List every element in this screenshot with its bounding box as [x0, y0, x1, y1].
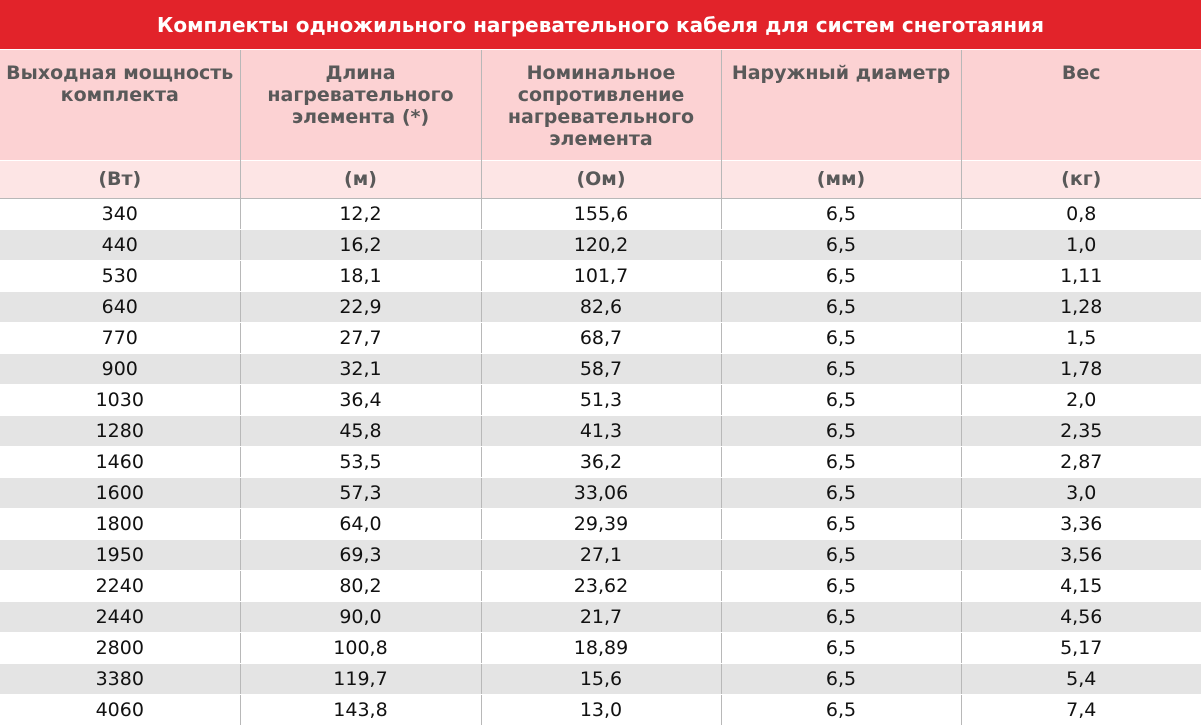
unit-length: (м)	[240, 160, 481, 198]
unit-power: (Вт)	[0, 160, 240, 198]
cell-length: 143,8	[240, 694, 481, 725]
cell-resistance: 23,62	[481, 570, 721, 601]
cell-diameter: 6,5	[721, 570, 961, 601]
column-header-weight: Вес	[961, 50, 1201, 160]
cell-resistance: 27,1	[481, 539, 721, 570]
cell-power: 1460	[0, 446, 240, 477]
column-header-row	[0, 50, 1201, 160]
cell-resistance: 51,3	[481, 384, 721, 415]
table-row	[0, 415, 1201, 446]
cell-length: 32,1	[240, 353, 481, 384]
cell-length: 53,5	[240, 446, 481, 477]
cell-resistance: 36,2	[481, 446, 721, 477]
table-row	[0, 322, 1201, 353]
cell-weight: 0,8	[961, 198, 1201, 229]
cell-resistance: 18,89	[481, 632, 721, 663]
cell-power: 900	[0, 353, 240, 384]
cell-resistance: 82,6	[481, 291, 721, 322]
table-row	[0, 570, 1201, 601]
cable-kits-table	[0, 50, 1201, 726]
cell-power: 4060	[0, 694, 240, 725]
table-row	[0, 632, 1201, 663]
cell-power: 340	[0, 198, 240, 229]
cell-weight: 7,4	[961, 694, 1201, 725]
cell-power: 2800	[0, 632, 240, 663]
cell-resistance: 58,7	[481, 353, 721, 384]
table-row	[0, 291, 1201, 322]
table-title: Комплекты одножильного нагревательного кабеля для систем снеготаяния	[0, 0, 1201, 50]
table-row	[0, 384, 1201, 415]
unit-row	[0, 160, 1201, 198]
cell-diameter: 6,5	[721, 415, 961, 446]
cell-length: 12,2	[240, 198, 481, 229]
cell-weight: 3,0	[961, 477, 1201, 508]
cell-weight: 1,0	[961, 229, 1201, 260]
table-row	[0, 663, 1201, 694]
cell-power: 1950	[0, 539, 240, 570]
cell-resistance: 15,6	[481, 663, 721, 694]
cell-power: 2240	[0, 570, 240, 601]
cell-power: 640	[0, 291, 240, 322]
table-row	[0, 446, 1201, 477]
cell-length: 57,3	[240, 477, 481, 508]
cell-diameter: 6,5	[721, 601, 961, 632]
cell-weight: 1,5	[961, 322, 1201, 353]
cell-resistance: 21,7	[481, 601, 721, 632]
cell-diameter: 6,5	[721, 663, 961, 694]
cell-resistance: 29,39	[481, 508, 721, 539]
cell-weight: 4,15	[961, 570, 1201, 601]
cell-weight: 2,87	[961, 446, 1201, 477]
cell-diameter: 6,5	[721, 260, 961, 291]
cell-length: 90,0	[240, 601, 481, 632]
cell-length: 27,7	[240, 322, 481, 353]
column-header-resistance: Номинальное сопротивление нагревательного элемента	[481, 50, 721, 160]
cell-diameter: 6,5	[721, 539, 961, 570]
cell-length: 18,1	[240, 260, 481, 291]
cell-diameter: 6,5	[721, 508, 961, 539]
table-body	[0, 198, 1201, 725]
unit-resistance: (Ом)	[481, 160, 721, 198]
cell-power: 3380	[0, 663, 240, 694]
table-row	[0, 601, 1201, 632]
cell-resistance: 120,2	[481, 229, 721, 260]
column-header-length: Длина нагревательного элемента (*)	[240, 50, 481, 160]
cell-diameter: 6,5	[721, 384, 961, 415]
cell-weight: 5,4	[961, 663, 1201, 694]
cell-power: 1030	[0, 384, 240, 415]
cell-diameter: 6,5	[721, 694, 961, 725]
cell-power: 1800	[0, 508, 240, 539]
cell-weight: 2,0	[961, 384, 1201, 415]
table-row	[0, 260, 1201, 291]
cell-diameter: 6,5	[721, 353, 961, 384]
cell-power: 1280	[0, 415, 240, 446]
cell-length: 22,9	[240, 291, 481, 322]
cell-power: 2440	[0, 601, 240, 632]
cell-weight: 1,28	[961, 291, 1201, 322]
table-row	[0, 229, 1201, 260]
cell-power: 530	[0, 260, 240, 291]
table-row	[0, 694, 1201, 725]
cell-weight: 1,11	[961, 260, 1201, 291]
cell-resistance: 33,06	[481, 477, 721, 508]
cell-diameter: 6,5	[721, 477, 961, 508]
cell-weight: 4,56	[961, 601, 1201, 632]
cell-power: 770	[0, 322, 240, 353]
cell-weight: 2,35	[961, 415, 1201, 446]
cell-diameter: 6,5	[721, 229, 961, 260]
cell-resistance: 155,6	[481, 198, 721, 229]
cell-length: 16,2	[240, 229, 481, 260]
table-row	[0, 353, 1201, 384]
cell-weight: 3,56	[961, 539, 1201, 570]
table-row	[0, 198, 1201, 229]
cell-resistance: 13,0	[481, 694, 721, 725]
cell-diameter: 6,5	[721, 291, 961, 322]
cell-power: 1600	[0, 477, 240, 508]
table-row	[0, 477, 1201, 508]
column-header-power: Выходная мощность комплекта	[0, 50, 240, 160]
cell-length: 80,2	[240, 570, 481, 601]
cell-weight: 1,78	[961, 353, 1201, 384]
unit-diameter: (мм)	[721, 160, 961, 198]
cell-weight: 3,36	[961, 508, 1201, 539]
table-row	[0, 539, 1201, 570]
cell-weight: 5,17	[961, 632, 1201, 663]
cell-resistance: 101,7	[481, 260, 721, 291]
cell-length: 45,8	[240, 415, 481, 446]
cell-diameter: 6,5	[721, 198, 961, 229]
cell-length: 100,8	[240, 632, 481, 663]
table-row	[0, 508, 1201, 539]
cell-diameter: 6,5	[721, 322, 961, 353]
cell-diameter: 6,5	[721, 632, 961, 663]
cell-length: 36,4	[240, 384, 481, 415]
cell-resistance: 68,7	[481, 322, 721, 353]
cell-power: 440	[0, 229, 240, 260]
cell-length: 119,7	[240, 663, 481, 694]
cell-length: 69,3	[240, 539, 481, 570]
column-header-diameter: Наружный диаметр	[721, 50, 961, 160]
cell-resistance: 41,3	[481, 415, 721, 446]
cell-length: 64,0	[240, 508, 481, 539]
cell-diameter: 6,5	[721, 446, 961, 477]
unit-weight: (кг)	[961, 160, 1201, 198]
